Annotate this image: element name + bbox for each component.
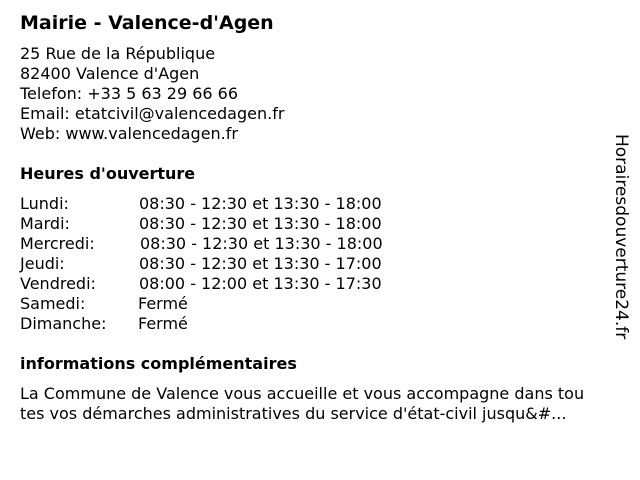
info-line: La Commune de Valence vous accueille et vous accompagne dans tou (20, 384, 585, 403)
hours-value: 08:30 - 12:30 et 13:30 - 18:00 (139, 214, 382, 233)
address-city: 82400 Valence d'Agen (20, 64, 200, 83)
hours-value: Fermé (138, 314, 188, 333)
hours-value: 08:30 - 12:30 et 13:30 - 17:00 (139, 254, 382, 273)
info-line: tes vos démarches administratives du service d'état-civil jusqu&#... (20, 404, 567, 423)
day-label: Lundi: (20, 194, 69, 213)
day-label: Samedi: (20, 294, 86, 313)
page-title: Mairie - Valence-d'Agen (20, 12, 274, 34)
watermark-text: Horairesdouverture24.fr (611, 134, 631, 340)
email-address: Email: etatcivil@valencedagen.fr (20, 104, 285, 123)
day-label: Dimanche: (20, 314, 107, 333)
website: Web: www.valencedagen.fr (20, 124, 238, 143)
hours-value: Fermé (138, 294, 188, 313)
day-label: Jeudi: (20, 254, 65, 273)
hours-value: 08:30 - 12:30 et 13:30 - 18:00 (140, 234, 383, 253)
site-watermark (596, 134, 640, 344)
day-label: Vendredi: (20, 274, 96, 293)
info-heading: informations complémentaires (20, 354, 297, 373)
hours-value: 08:00 - 12:00 et 13:30 - 17:30 (139, 274, 382, 293)
contact-block (20, 44, 284, 144)
hours-heading: Heures d'ouverture (20, 164, 196, 183)
hours-value: 08:30 - 12:30 et 13:30 - 18:00 (139, 194, 382, 213)
address-street: 25 Rue de la République (20, 44, 216, 63)
day-label: Mercredi: (20, 234, 95, 253)
phone-number: Telefon: +33 5 63 29 66 66 (20, 84, 239, 103)
day-label: Mardi: (20, 214, 70, 233)
info-text (20, 384, 632, 424)
